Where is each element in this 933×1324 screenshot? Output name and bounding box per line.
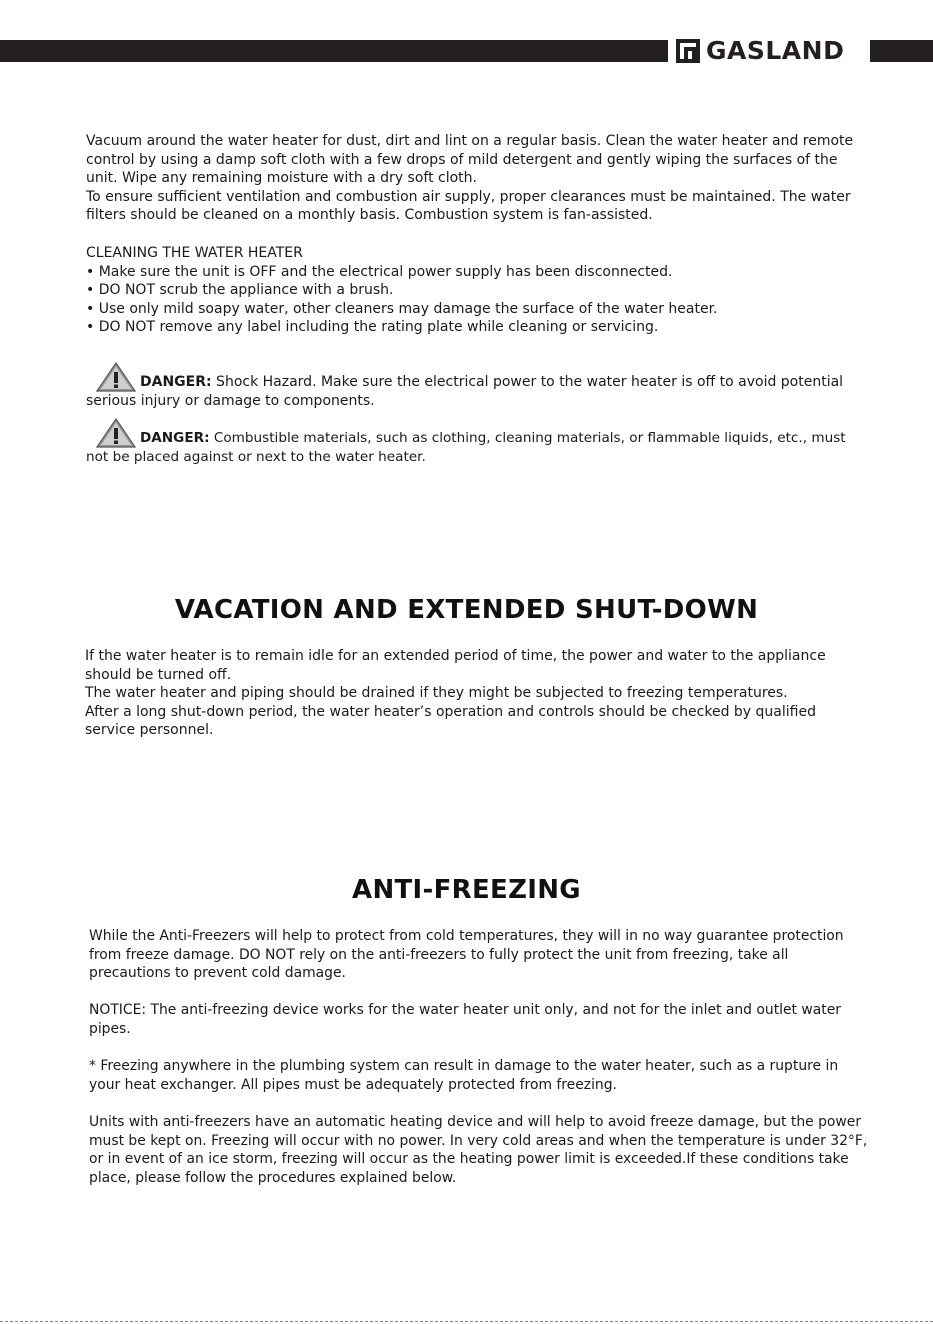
text-line: or in event of an ice storm, freezing will occur as the heating power limit is exceeded.If these conditions take — [89, 1151, 849, 1168]
header-bar-left — [0, 40, 668, 62]
anti-freezing-heading: ANTI-FREEZING — [352, 875, 581, 905]
brand-logo — [676, 36, 844, 66]
warning-triangle-icon — [96, 362, 136, 392]
list-item: • Use only mild soapy water, other cleaners may damage the surface of the water heater. — [86, 300, 718, 317]
text-line: To ensure sufficient ventilation and combustion air supply, proper clearances must be maintained. The water — [86, 188, 851, 205]
text-line: Vacuum around the water heater for dust, dirt and lint on a regular basis. Clean the water heater and remote — [86, 133, 854, 149]
text-line: precautions to prevent cold damage. — [89, 965, 346, 982]
cleaning-title: CLEANING THE WATER HEATER — [86, 245, 303, 261]
text-line: After a long shut-down period, the water heater’s operation and controls should be checked by qualified — [85, 703, 816, 720]
footer-divider — [0, 1321, 933, 1322]
text-line: The water heater and piping should be drained if they might be subjected to freezing temperatures. — [85, 685, 788, 702]
danger-notice — [86, 418, 846, 467]
list-item: • Make sure the unit is OFF and the electrical power supply has been disconnected. — [86, 263, 673, 280]
danger-text: Combustible materials, such as clothing, cleaning materials, or flammable liquids, etc., must — [209, 430, 846, 446]
list-item: • DO NOT remove any label including the rating plate while cleaning or servicing. — [86, 319, 659, 336]
brand-name: GASLAND — [706, 36, 845, 65]
text-line: While the Anti-Freezers will help to protect from cold temperatures, they will in no way guarantee protection — [89, 928, 844, 944]
text-line: pipes. — [89, 1020, 131, 1037]
text-line: If the water heater is to remain idle for an extended period of time, the power and water to the appliance — [85, 648, 826, 664]
gasland-logo-icon — [676, 39, 700, 63]
cleaning-section — [86, 244, 856, 337]
text-line: should be turned off. — [85, 666, 232, 683]
vacation-heading: VACATION AND EXTENDED SHUT-DOWN — [174, 595, 759, 625]
warning-triangle-icon — [96, 418, 136, 448]
danger-notice — [86, 362, 846, 411]
anti-freezing-text — [89, 927, 869, 1187]
vacation-text — [85, 647, 855, 740]
text-line: control by using a damp soft cloth with a few drops of mild detergent and gently wiping the surfaces of the — [86, 151, 838, 168]
text-line: Units with anti-freezers have an automatic heating device and will help to avoid freeze damage, but the power — [89, 1113, 862, 1130]
maintenance-intro — [86, 132, 856, 225]
danger-text: Shock Hazard. Make sure the electrical power to the water heater is off to avoid potential — [211, 374, 844, 390]
text-line: your heat exchanger. All pipes must be adequately protected from freezing. — [89, 1076, 617, 1093]
list-item: • DO NOT scrub the appliance with a brush. — [86, 282, 394, 299]
text-line: must be kept on. Freezing will occur with no power. In very cold areas and when the temperature is under 32°F, — [89, 1132, 868, 1149]
header-bar-right — [870, 40, 933, 62]
danger-text-continued: not be placed against or next to the water heater. — [86, 449, 426, 465]
text-line: from freeze damage. DO NOT rely on the anti-freezers to fully protect the unit from freezing, take all — [89, 946, 789, 963]
text-line: filters should be cleaned on a monthly basis. Combustion system is fan-assisted. — [86, 207, 653, 224]
text-line: unit. Wipe any remaining moisture with a dry soft cloth. — [86, 170, 477, 187]
danger-text-continued: serious injury or damage to components. — [86, 393, 375, 409]
text-line: service personnel. — [85, 722, 214, 739]
text-line: * Freezing anywhere in the plumbing system can result in damage to the water heater, such as a rupture in — [89, 1058, 839, 1075]
danger-label: DANGER: — [140, 430, 210, 446]
danger-label: DANGER: — [140, 374, 212, 390]
text-line: NOTICE: The anti-freezing device works for the water heater unit only, and not for the inlet and outlet water — [89, 1002, 841, 1019]
text-line: place, please follow the procedures explained below. — [89, 1169, 457, 1186]
